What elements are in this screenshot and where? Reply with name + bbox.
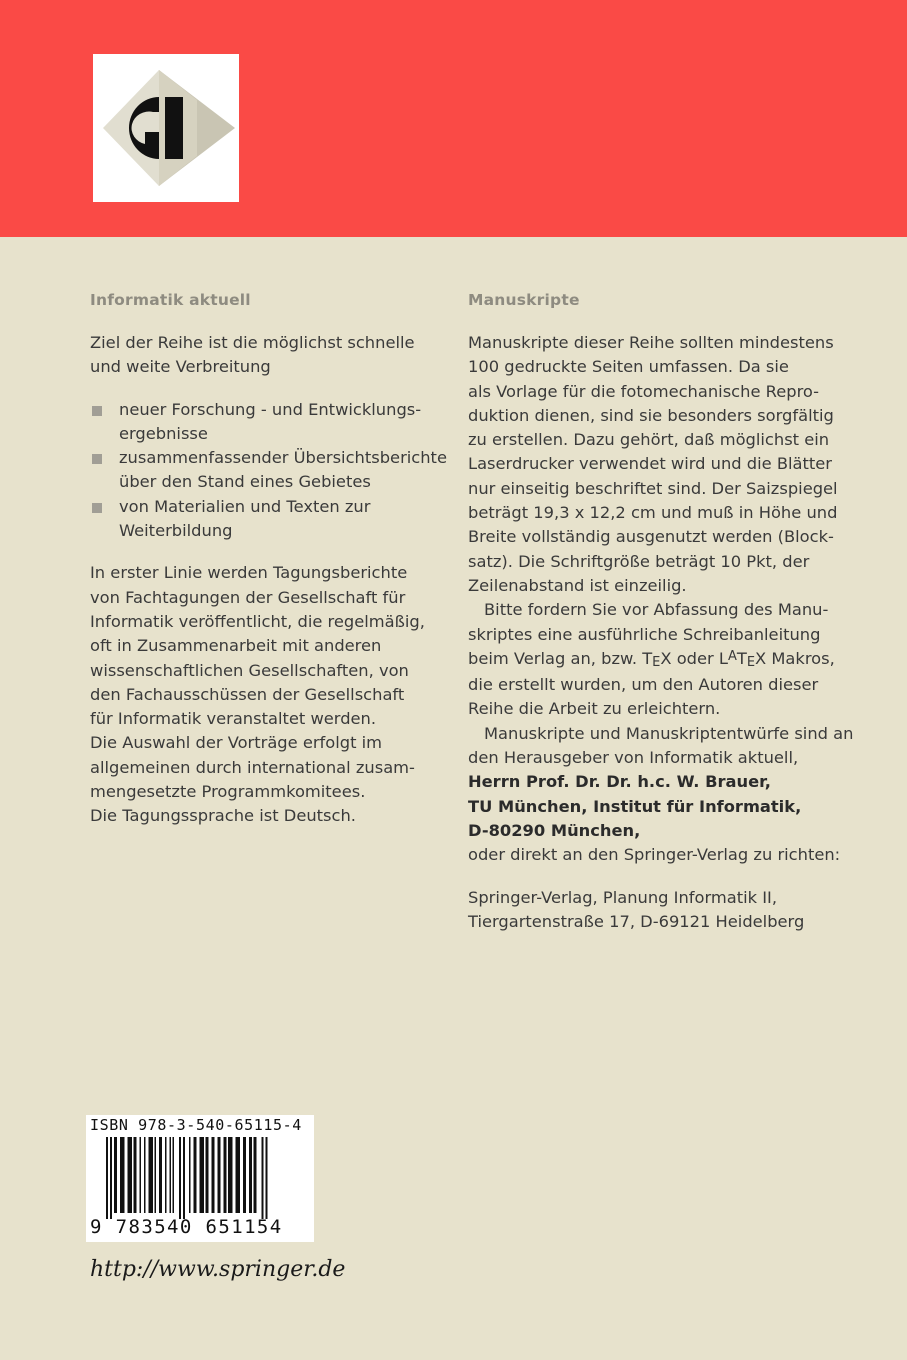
- publisher-line: Tiergartenstraße 17, D-69121 Heidelberg: [468, 911, 805, 931]
- list-item-line: über den Stand eines Gebietes: [119, 472, 371, 492]
- body-line: mengesetzte Programmkomitees.: [90, 782, 366, 802]
- body-line: skriptes eine ausführliche Schreibanleitung: [468, 624, 821, 644]
- tex-latex-line: [468, 647, 840, 673]
- text-fragment: X oder L: [660, 648, 728, 668]
- body-line: den Herausgeber von Informatik aktuell,: [468, 748, 799, 768]
- body-line: In erster Linie werden Tagungsberichte: [90, 563, 408, 583]
- body-line: 100 gedruckte Seiten umfassen. Da sie: [468, 357, 789, 377]
- latex-t: T: [736, 648, 747, 668]
- body-line: für Informatik veranstaltet werden.: [90, 709, 377, 729]
- left-body: [90, 561, 430, 828]
- publisher-address: [468, 886, 840, 935]
- square-bullet-icon: [92, 406, 102, 416]
- latex-e: E: [746, 654, 756, 670]
- list-item-line: zusammenfassender Übersichtsberichte: [119, 448, 447, 468]
- list-item: [90, 446, 447, 495]
- manuscript-para-3: [468, 722, 854, 868]
- body-line: oder direkt an den Springer-Verlag zu richten:: [468, 845, 841, 865]
- square-bullet-icon: [92, 503, 102, 513]
- left-intro: [90, 331, 430, 380]
- body-line: Die Auswahl der Vorträge erfolgt im: [90, 733, 383, 753]
- gi-logo-icon: [93, 54, 239, 202]
- body-line: Breite vollständig ausgenutzt werden (Block-: [468, 527, 834, 547]
- body-line: als Vorlage für die fotomechanische Repro-: [468, 381, 820, 401]
- latex-a: A: [727, 648, 737, 664]
- body-line: duktion dienen, sind sie besonders sorgfältig: [468, 405, 834, 425]
- intro-line: und weite Verbreitung: [90, 357, 271, 377]
- list-item: [90, 495, 430, 544]
- body-line: Reihe die Arbeit zu erleichtern.: [468, 699, 721, 719]
- editor-address-line: Herrn Prof. Dr. Dr. h.c. W. Brauer,: [468, 772, 771, 792]
- body-line: Zeilenabstand ist einzeilig.: [468, 575, 687, 595]
- body-line: Laserdrucker verwendet wird und die Blätter: [468, 454, 832, 474]
- body-line: die erstellt wurden, um den Autoren dieser: [468, 675, 819, 695]
- manuscript-para-2: [468, 598, 840, 721]
- body-line: Manuskripte und Manuskriptentwürfe sind an: [484, 723, 854, 743]
- editor-address-line: TU München, Institut für Informatik,: [468, 796, 802, 816]
- body-line: beträgt 19,3 x 12,2 cm und muß in Höhe und: [468, 503, 838, 523]
- publisher-line: Springer-Verlag, Planung Informatik II,: [468, 887, 778, 907]
- body-line: den Fachausschüssen der Gesellschaft: [90, 684, 405, 704]
- left-heading: Informatik aktuell: [90, 291, 251, 309]
- manuskripte-column: [468, 288, 854, 934]
- body-line: satz). Die Schriftgröße beträgt 10 Pkt, der: [468, 551, 810, 571]
- goals-list: [90, 398, 447, 544]
- body-line: oft in Zusammenarbeit mit anderen: [90, 636, 382, 656]
- body-line: allgemeinen durch international zusam-: [90, 757, 415, 777]
- barcode-bars: [92, 1137, 310, 1219]
- ean-number: 9 783540 651154: [90, 1216, 283, 1238]
- body-line: nur einseitig beschriftet sind. Der Saizspiegel: [468, 478, 838, 498]
- informatik-aktuell-column: [90, 288, 447, 829]
- body-line: Manuskripte dieser Reihe sollten mindestens: [468, 333, 834, 352]
- editor-address-line: D-80290 München,: [468, 820, 641, 840]
- isbn-barcode: [86, 1115, 314, 1242]
- isbn-text: ISBN 978-3-540-65115-4: [90, 1116, 302, 1134]
- body-line: von Fachtagungen der Gesellschaft für: [90, 587, 406, 607]
- text-fragment: X Makros,: [755, 648, 835, 668]
- list-item-line: neuer Forschung - und Entwicklungs-: [119, 399, 422, 419]
- tex-e: E: [652, 654, 661, 670]
- body-line: Bitte fordern Sie vor Abfassung des Manu-: [484, 600, 829, 620]
- body-line: Die Tagungssprache ist Deutsch.: [90, 806, 356, 826]
- body-line: wissenschaftlichen Gesellschaften, von: [90, 660, 409, 680]
- square-bullet-icon: [92, 454, 102, 464]
- right-heading: Manuskripte: [468, 291, 580, 309]
- publisher-url: http://www.springer.de: [90, 1257, 346, 1282]
- body-line: Informatik veröffentlicht, die regelmäßig,: [90, 611, 425, 631]
- list-item-line: ergebnisse: [119, 423, 208, 443]
- intro-line: Ziel der Reihe ist die möglichst schnelle: [90, 333, 415, 352]
- gi-logo: [93, 54, 239, 202]
- text-fragment: beim Verlag an, bzw. T: [468, 648, 653, 668]
- body-line: zu erstellen. Dazu gehört, daß möglichst ein: [468, 430, 830, 450]
- list-item-line: von Materialien und Texten zur: [119, 496, 371, 516]
- list-item: [90, 398, 430, 447]
- manuscript-para-1: [468, 331, 840, 598]
- list-item-line: Weiterbildung: [119, 521, 233, 541]
